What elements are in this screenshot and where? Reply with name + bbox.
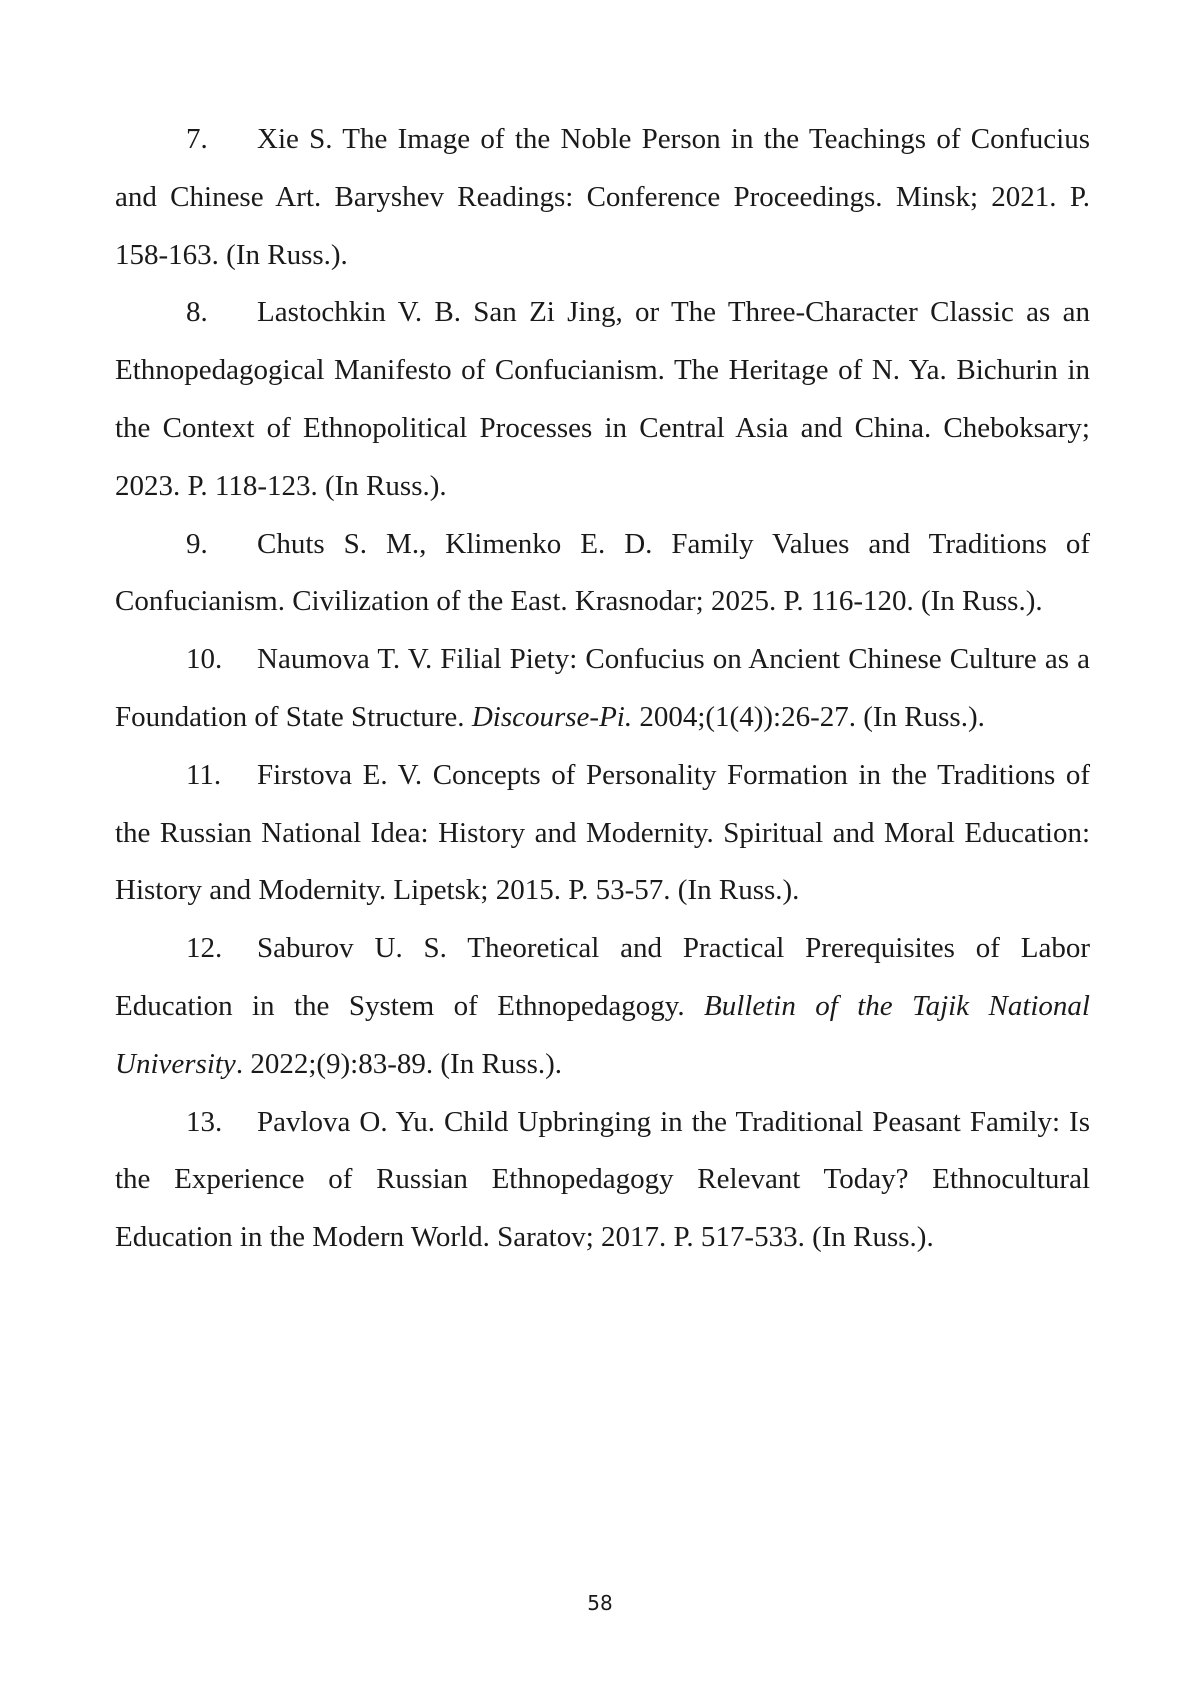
reference-item-8 [115,284,1090,515]
reference-number: 9. [186,527,208,560]
reference-list [115,111,1090,1267]
reference-text: Chuts S. M., Klimenko E. D. Family Values and Traditions of Confucianism. Civilization of the East. Krasnodar; 2025. P. 116-120. (In Russ.). [115,527,1090,618]
reference-item-10 [115,631,1090,747]
journal-title: Discourse-Pi. [471,700,633,733]
reference-text-tail: . 2022;(9):83-89. (In Russ.). [235,1047,563,1080]
reference-item-13 [115,1094,1090,1267]
reference-text: Naumova T. V. Filial Piety: Confucius on Ancient Chinese Culture as a Foundation of State Structure. [115,643,1090,733]
reference-text: Xie S. The Image of the Noble Person in the Teachings of Confucius and Chinese Art. Baryshev Readings: Conference Proceedings. Minsk; 2021. P. 158-163. (In Russ.). [115,123,1090,271]
reference-number: 12. [186,932,223,965]
reference-text-tail: 2004;(1(4)):26-27. (In Russ.). [639,700,985,733]
reference-number: 7. [186,123,208,155]
reference-number: 13. [186,1105,223,1138]
reference-text: Pavlova O. Yu. Child Upbringing in the Traditional Peasant Family: Is the Experience of Russian Ethnopedagogy Relevant Today? Ethnocultural Education in the Modern World. Saratov; 2017. P. 517-533. (In Russ.). [115,1105,1090,1254]
reference-text: Firstova E. V. Concepts of Personality Formation in the Traditions of the Russian National Idea: History and Modernity. Spiritual and Moral Education: History and Modernity. Lipetsk; 2015. P. 53-57. (In Russ.). [115,758,1090,907]
reference-item-11 [115,747,1090,920]
reference-text: Saburov U. S. Theoretical and Practical Prerequisites of Labor Education in the System of Ethnopedagogy. [115,932,1090,1022]
journal-title: Bulletin of the Tajik National University [115,989,1090,1080]
reference-text: Lastochkin V. B. San Zi Jing, or The Three-Character Classic as an Ethnopedagogical Manifesto of Confucianism. The Heritage of N. Ya. Bichurin in the Context of Ethnopolitical Processes in Central Asia and China. Cheboksary; 2023. P. 118-123. (In Russ.). [115,296,1090,502]
page-number: 58 [587,1591,613,1615]
reference-number: 8. [186,296,208,329]
reference-number: 10. [186,643,223,676]
reference-item-12 [115,920,1090,1093]
reference-number: 11. [186,758,222,791]
reference-item-9 [115,516,1090,632]
reference-item-7 [115,111,1090,284]
